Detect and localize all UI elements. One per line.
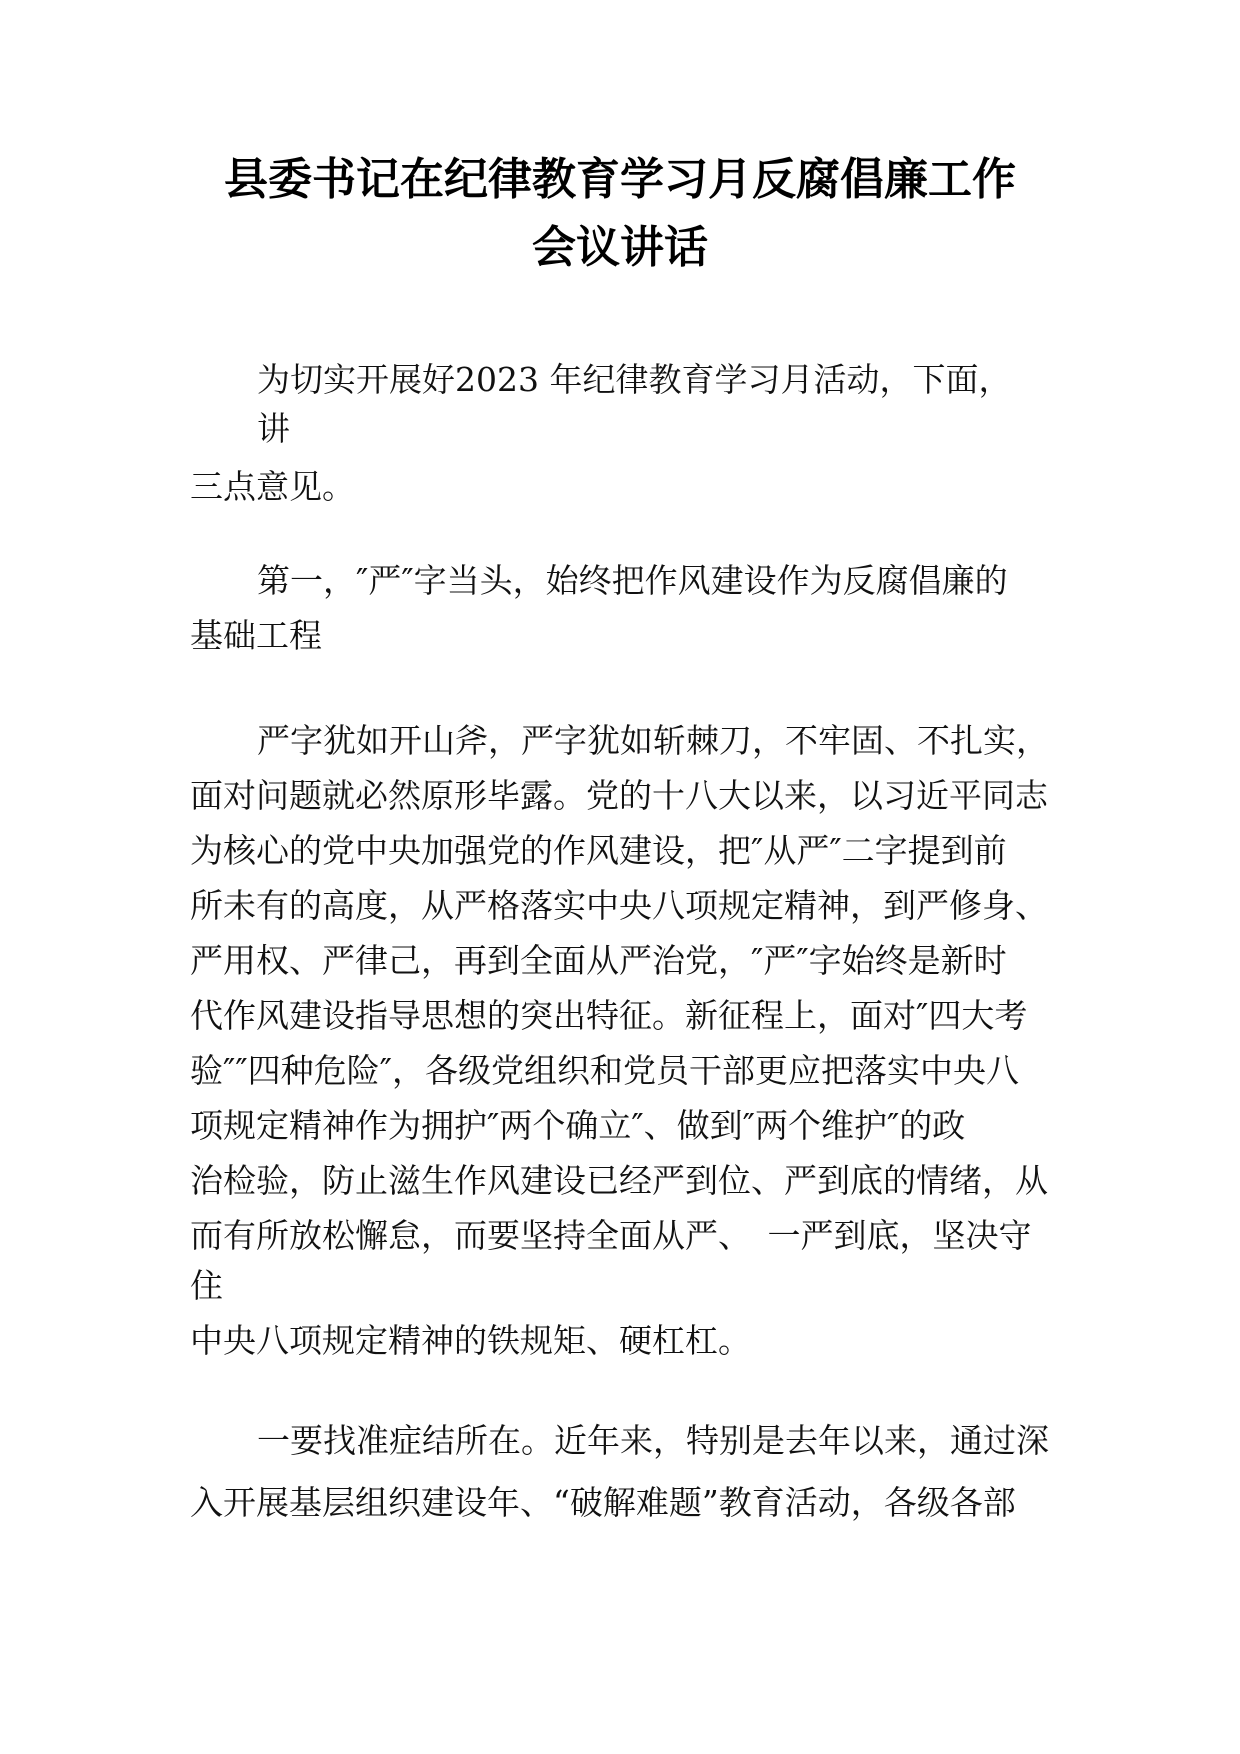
point-one-line-1: 一要找准症结所在。近年来，特别是去年以来，通过深 xyxy=(257,1421,1049,1460)
section-one-body-line-11: 住 xyxy=(190,1266,223,1305)
point-one-line-2: 入开展基层组织建设年、“破解难题”教育活动，各级各部 xyxy=(190,1483,1016,1522)
section-one-body-line-8: 项规定精神作为拥护″两个确立″、做到″两个维护″的政 xyxy=(190,1106,966,1145)
section-one-body-line-4: 所未有的高度，从严格落实中央八项规定精神，到严修身、 xyxy=(190,886,1048,925)
section-one-body-line-7: 验″″四种危险″，各级党组织和党员干部更应把落实中央八 xyxy=(190,1051,1019,1090)
section-one-body-line-12: 中央八项规定精神的铁规矩、硬杠杠。 xyxy=(190,1321,751,1360)
section-one-heading-line-2: 基础工程 xyxy=(190,616,322,655)
intro-line-2: 讲 xyxy=(257,409,290,448)
section-one-heading-line-1: 第一，″严″字当头，始终把作风建设作为反腐倡廉的 xyxy=(257,561,1008,600)
section-one-body-line-3: 为核心的党中央加强党的作风建设，把″从严″二字提到前 xyxy=(190,831,1007,870)
section-one-body-line-6: 代作风建设指导思想的突出特征。新征程上，面对″四大考 xyxy=(190,996,1028,1035)
intro-line-3: 三点意见。 xyxy=(190,467,355,506)
section-one-body-line-9: 治检验，防止滋生作风建设已经严到位、严到底的情绪，从 xyxy=(190,1161,1048,1200)
section-one-body-line-10: 而有所放松懈怠，而要坚持全面从严、 一严到底，坚决守 xyxy=(190,1216,1032,1255)
section-one-body-line-2: 面对问题就必然原形毕露。党的十八大以来，以习近平同志 xyxy=(190,776,1048,815)
intro-line-1: 为切实开展好2023 年纪律教育学习月活动，下面， xyxy=(257,360,1012,399)
section-one-body-line-5: 严用权、严律己，再到全面从严治党，″严″字始终是新时 xyxy=(190,941,1007,980)
document-title-line-2: 会议讲话 xyxy=(532,222,708,273)
document-title-line-1: 县委书记在纪律教育学习月反腐倡廉工作 xyxy=(224,154,1016,205)
section-one-body-line-1: 严字犹如开山斧，严字犹如斩棘刀，不牢固、不扎实， xyxy=(257,721,1049,760)
